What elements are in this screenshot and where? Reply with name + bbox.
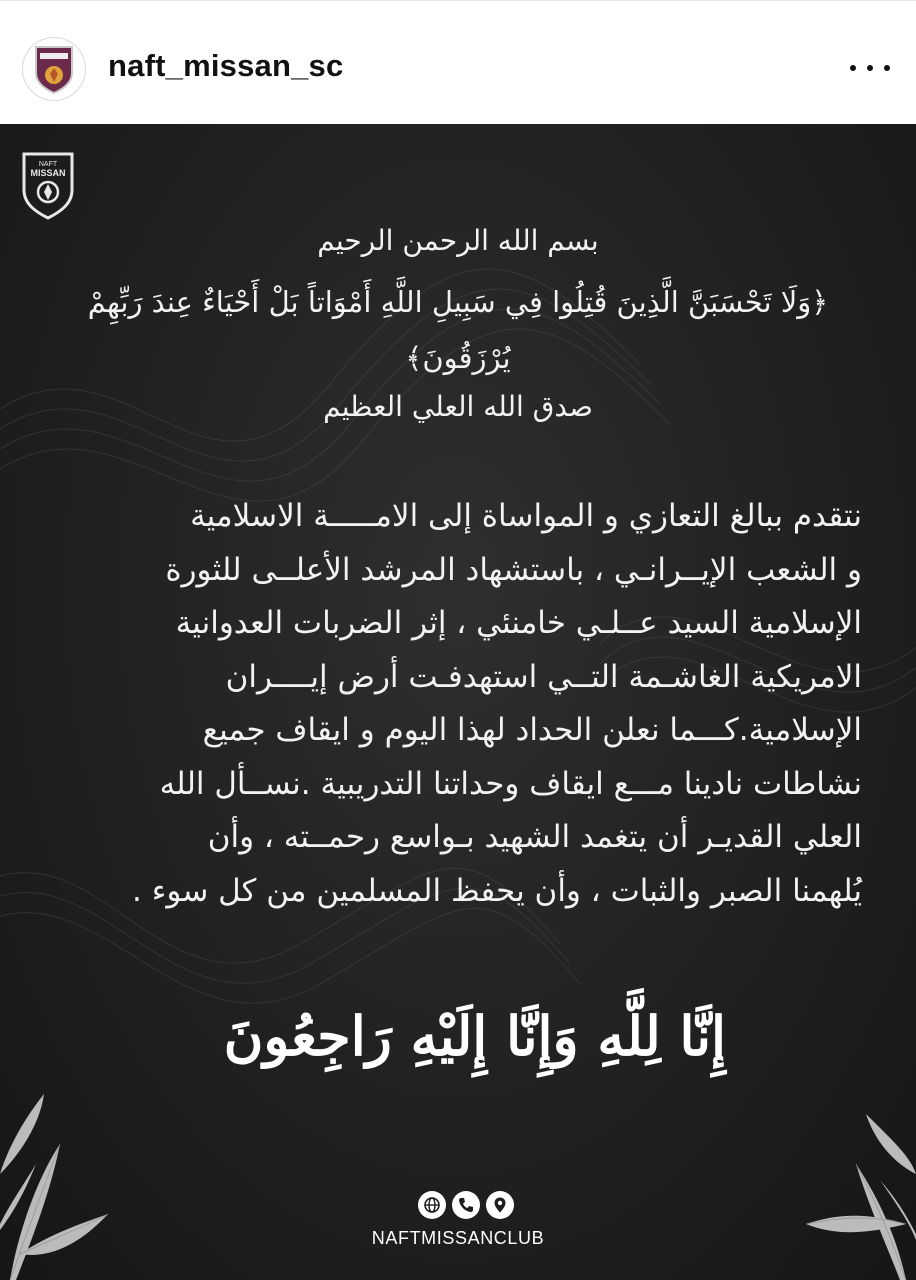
more-options-icon — [850, 65, 856, 71]
condolence-line: نشاطات نادينا مـــع ايقاف وحداتنا التدريبية .نســأل الله — [159, 765, 862, 802]
condolence-line: العلي القديـر أن يتغمد الشهيد بـواسع رحمــته ، وأن — [207, 819, 862, 855]
closing-text: صدق الله العلي العظيم — [323, 390, 593, 423]
avatar[interactable] — [22, 37, 86, 101]
phone-icon[interactable] — [452, 1191, 480, 1219]
more-options-icon — [867, 65, 873, 71]
condolence-line: الإسلامية.كـــما نعلن الحداد لهذا اليوم و ايقاف جميع — [202, 712, 862, 748]
logo-top-text: NAFT — [38, 161, 58, 168]
globe-icon[interactable] — [418, 1191, 446, 1219]
condolence-line: نتقدم ببالغ التعازي و المواساة إلى الامـــــة الاسلامية — [190, 498, 862, 534]
condolence-message — [62, 490, 862, 918]
condolence-line: الامريكية الغاشـمة التــي استهدفـت أرض إيــــران — [225, 658, 862, 695]
contact-icons — [418, 1191, 514, 1221]
more-options-button[interactable] — [850, 51, 890, 85]
brand-handle: NAFTMISSANCLUB — [371, 1228, 545, 1248]
calligraphy-text: إِنَّا لِلَّهِ وَإِنَّا إِلَيْهِ رَاجِعُونَ — [223, 1004, 726, 1068]
condolence-line: و الشعب الإيــرانـي ، باستشهاد المرشد الأعلــى للثورة — [165, 551, 862, 588]
leaf-decoration-right — [806, 1084, 916, 1280]
basmala-text: بسم الله الرحمن الرحيم — [317, 224, 599, 257]
post-header — [0, 0, 916, 125]
username[interactable]: naft_missan_sc — [108, 48, 344, 83]
club-crest-icon — [30, 43, 78, 95]
location-pin-icon[interactable] — [486, 1191, 514, 1219]
post-image[interactable] — [0, 124, 916, 1280]
more-options-icon — [884, 65, 890, 71]
quran-verse: ﴿وَلَا تَحْسَبَنَّ الَّذِينَ قُتِلُوا فِي سَبِيلِ اللَّهِ أَمْوَاتاً بَلْ أَحْيَاءٌ عِندَ رَبِّهِمْ يُرْزَقُونَ﴾ — [87, 285, 829, 375]
leaf-decoration-left — [0, 1054, 110, 1280]
club-logo — [20, 148, 76, 220]
condolence-line: يُلهمنا الصبر والثبات ، وأن يحفظ المسلمين من كل سوء . — [132, 872, 862, 909]
logo-bottom-text: MISSAN — [30, 168, 66, 178]
condolence-line: الإسلامية السيد عــلـي خامنئي ، إثر الضربات العدوانية — [175, 605, 862, 641]
